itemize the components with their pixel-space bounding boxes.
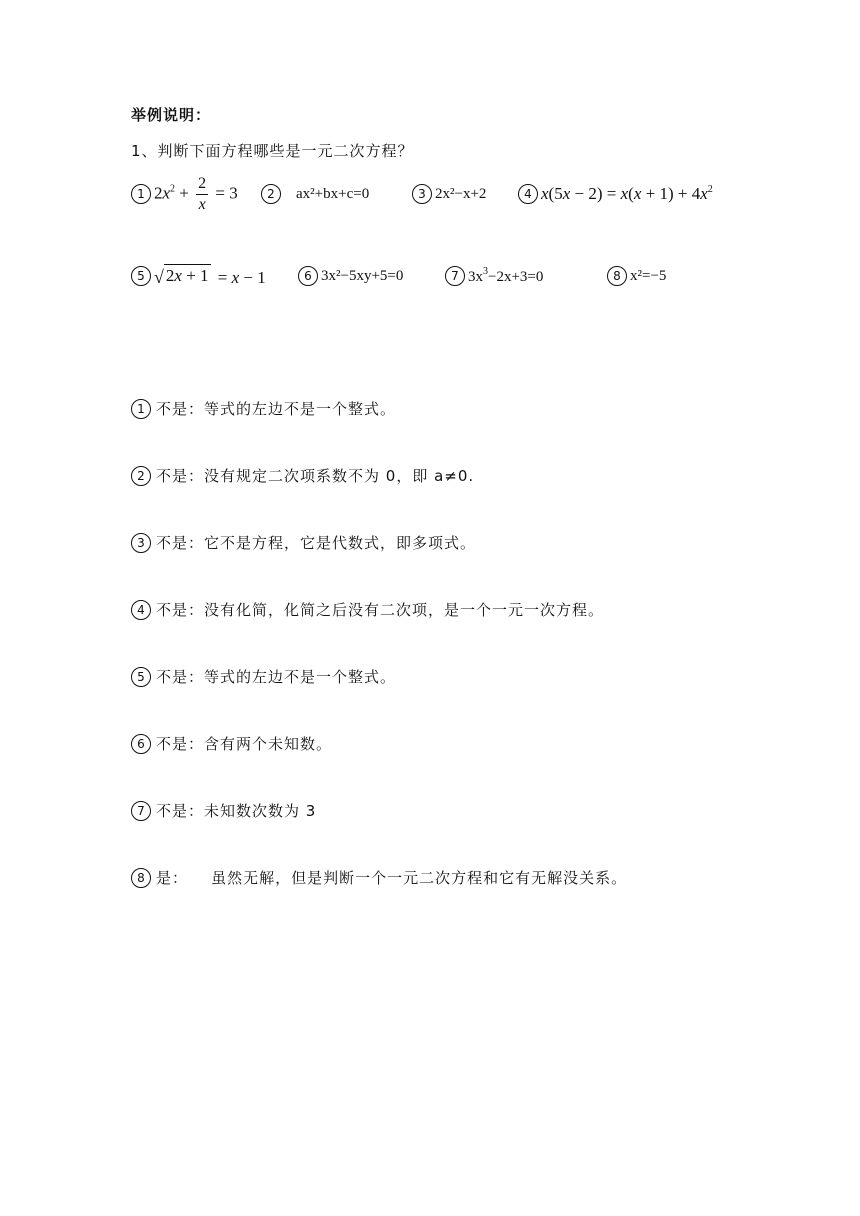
equation-7-expression: $3x^3-2x+3=0$: [468, 266, 544, 285]
answer-item-5: [131, 666, 396, 687]
answer-explanation: 等式的左边不是一个整式。: [204, 668, 397, 686]
answer-explanation: 未知数次数为 3: [204, 802, 317, 820]
circled-number: 6: [298, 266, 318, 286]
equation-7: [445, 256, 543, 296]
answer-verdict: 不是：: [156, 802, 205, 820]
equation-3-expression: 2x²−x+2: [435, 185, 487, 202]
answer-item-8: [131, 867, 627, 888]
answer-verdict: 不是：: [156, 400, 205, 418]
answer-item-4: [131, 599, 604, 620]
equation-4-expression: $x(5x - 2) = x(x + 1) + 4x^2$: [541, 184, 713, 203]
circled-number: 4: [131, 600, 151, 620]
circled-number: 5: [131, 266, 151, 286]
equation-8-expression: x²=−5: [630, 267, 667, 284]
answer-item-7: [131, 800, 316, 821]
circled-number: 3: [412, 184, 432, 204]
answer-item-2: [131, 465, 474, 486]
answer-item-3: [131, 532, 476, 553]
circled-number: 8: [607, 266, 627, 286]
equation-1-expression: $2x^2$ + $\frac{2}{x}$ = 3: [154, 174, 238, 213]
answer-verdict: 不是：: [156, 534, 205, 552]
square-root: √ 2x + 1: [154, 266, 209, 287]
answer-item-1: [131, 398, 396, 419]
answer-verdict: 不是：: [156, 668, 205, 686]
circled-number: 6: [131, 734, 151, 754]
equation-4: [518, 174, 713, 214]
circled-number: 8: [131, 868, 151, 888]
equation-5: [131, 256, 266, 296]
circled-number: 2: [131, 466, 151, 486]
circled-number: 2: [261, 184, 281, 204]
equation-5-expression: √ 2x + 1 = x − 1: [154, 266, 266, 287]
question-text: 1、判断下面方程哪些是一元二次方程？: [131, 142, 414, 160]
answer-verdict: 是：: [156, 869, 189, 887]
answer-verdict: 不是：: [156, 735, 205, 753]
equation-row-1: [131, 174, 771, 214]
fraction: $\frac{2}{x}$: [198, 174, 207, 213]
circled-number: 1: [131, 184, 151, 204]
answer-explanation: 没有化简，化简之后没有二次项，是一个一元一次方程。: [204, 601, 605, 619]
circled-number: 7: [445, 266, 465, 286]
answer-explanation: 没有规定二次项系数不为 0，即 a≠0.: [204, 467, 475, 485]
answer-explanation: 等式的左边不是一个整式。: [204, 400, 397, 418]
equation-row-2: [131, 256, 771, 296]
equation-3: [412, 174, 486, 214]
equation-2-expression: ax²+bx+c=0: [296, 185, 370, 202]
equation-6: [298, 256, 403, 296]
circled-number: 5: [131, 667, 151, 687]
answer-explanation: 虽然无解，但是判断一个一元二次方程和它有无解没关系。: [188, 869, 628, 887]
circled-number: 7: [131, 801, 151, 821]
answer-verdict: 不是：: [156, 467, 205, 485]
answer-verdict: 不是：: [156, 601, 205, 619]
answer-item-6: [131, 733, 332, 754]
equation-6-expression: 3x²−5xy+5=0: [321, 267, 404, 284]
equation-2: [261, 174, 369, 214]
circled-number: 4: [518, 184, 538, 204]
equation-1: [131, 174, 238, 214]
answer-explanation: 含有两个未知数。: [204, 735, 333, 753]
circled-number: 3: [131, 533, 151, 553]
answer-explanation: 它不是方程，它是代数式，即多项式。: [204, 534, 477, 552]
equation-8: [607, 256, 666, 296]
circled-number: 1: [131, 399, 151, 419]
example-heading: 举例说明：: [131, 106, 212, 124]
